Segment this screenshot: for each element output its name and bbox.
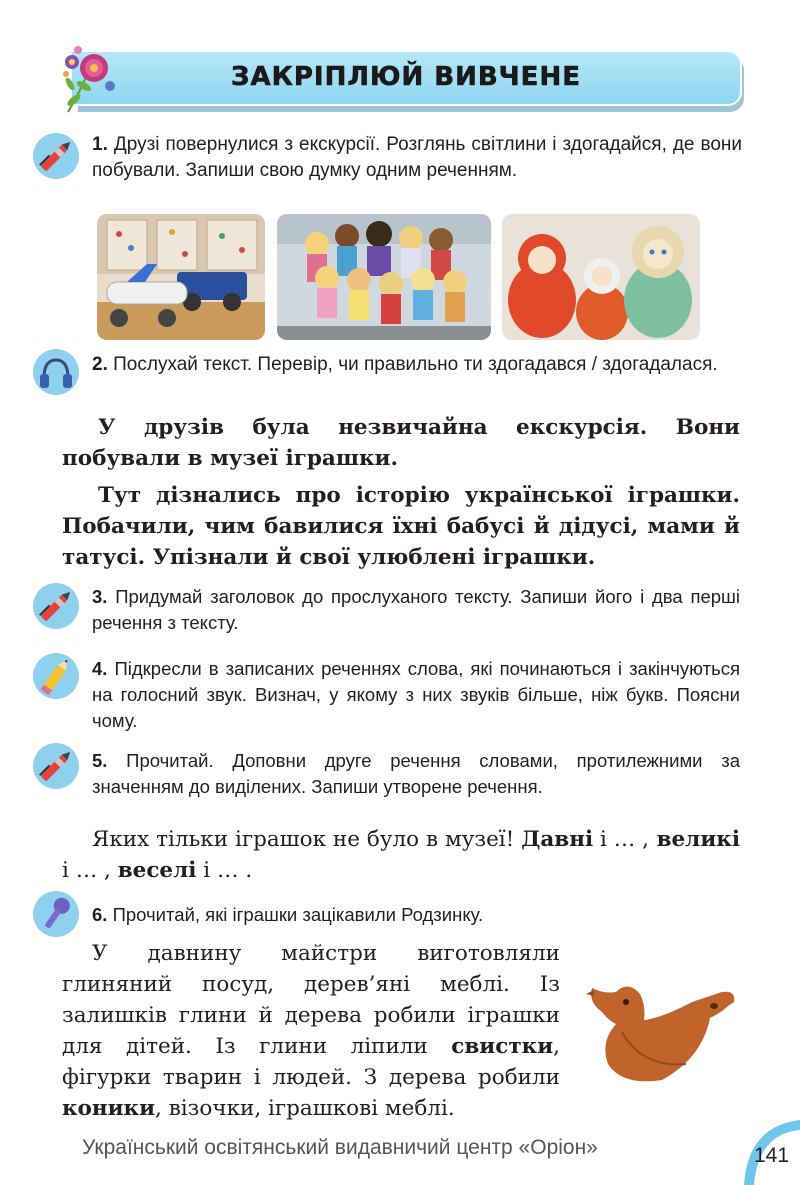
task-5: [92, 748, 740, 800]
task-number: 5.: [92, 750, 108, 771]
section-banner: [70, 50, 742, 106]
reading-text-2: [62, 824, 740, 886]
task-4: [92, 656, 740, 734]
text-part: , візочки, іграшкові меблі.: [155, 1096, 455, 1121]
task-number: 4.: [92, 658, 108, 679]
highlighted-word: великі: [656, 827, 740, 852]
roly-poly-toys-photo: [502, 214, 700, 340]
text-part: У давнину майстри виготовляли глиняний посуд, дерев’яні меблі. Із залишків глини й дерева робили іграшки для дітей. Із глини ліпили: [62, 941, 560, 1059]
clay-whistle-image: [582, 972, 742, 1092]
headphones-icon: [32, 348, 80, 396]
task-1: [92, 132, 742, 184]
task-number: 1.: [92, 134, 108, 155]
task-text: Прочитай. Доповни друге речення словами, протилежними за значенням до виділених. Запиши утворене речення.: [92, 750, 740, 797]
pen-icon: [32, 132, 80, 180]
highlighted-word: Давні: [521, 827, 594, 852]
task-3: [92, 584, 740, 636]
reading-text-1: [62, 412, 740, 573]
task-text: Послухай текст. Перевір, чи правильно ти здогадався / здогадалася.: [113, 354, 718, 375]
paragraph: [62, 824, 740, 886]
microphone-icon: [32, 890, 80, 938]
toy-cars-photo: [97, 214, 265, 340]
task-text: Підкресли в записаних реченнях слова, які починаються і закінчуються на голосний звук. Визнач, у якому з них звуків більше, ніж букв. Поясни чому.: [92, 658, 740, 731]
text-part: , фігурки тварин і людей. З дерева робили: [62, 1034, 560, 1090]
task-text: Прочитай, які іграшки зацікавили Родзинку.: [112, 904, 484, 925]
text-part: і … ,: [593, 827, 650, 852]
task-number: 3.: [92, 586, 108, 607]
task-number: 6.: [92, 904, 108, 925]
text-part: і … .: [196, 858, 253, 883]
reading-text-3: [62, 938, 560, 1124]
section-title: ЗАКРІПЛЮЙ ВИВЧЕНЕ: [231, 62, 581, 92]
task-6: [92, 902, 732, 928]
paragraph: Тут дізнались про історію української іграшки. Побачили, чим бавилися їхні бабусі й дідусі, мами й татусі. Упізнали й свої улюблені іграшки.: [62, 483, 740, 570]
flower-ornament-icon: [58, 42, 118, 118]
text-part: і … ,: [62, 858, 118, 883]
highlighted-word: коники: [62, 1096, 156, 1121]
paragraph: [62, 938, 560, 1124]
highlighted-word: свистки: [451, 1034, 554, 1059]
museum-photos: [97, 214, 700, 340]
task-text: Придумай заголовок до прослуханого тексту. Запиши його і два перші речення з тексту.: [92, 586, 740, 633]
paragraph: У друзів була незвичайна екскурсія. Вони побували в музеї іграшки.: [62, 415, 740, 471]
task-2: [92, 352, 742, 378]
pen-icon: [32, 582, 80, 630]
highlighted-word: веселі: [117, 858, 197, 883]
pencil-icon: [32, 652, 80, 700]
task-number: 2.: [92, 354, 108, 375]
task-text: Друзі повернулися з екскурсії. Розглянь світлини і здогадайся, де вони побували. Запиши свою думку одним реченням.: [92, 134, 743, 181]
pen-icon: [32, 742, 80, 790]
publisher-footer: Український освітянський видавничий центр «Оріон»: [82, 1136, 598, 1159]
dolls-photo: [277, 214, 491, 340]
page-number: 141: [754, 1144, 790, 1167]
text-part: Яких тільки іграшок не було в музеї!: [92, 827, 522, 852]
